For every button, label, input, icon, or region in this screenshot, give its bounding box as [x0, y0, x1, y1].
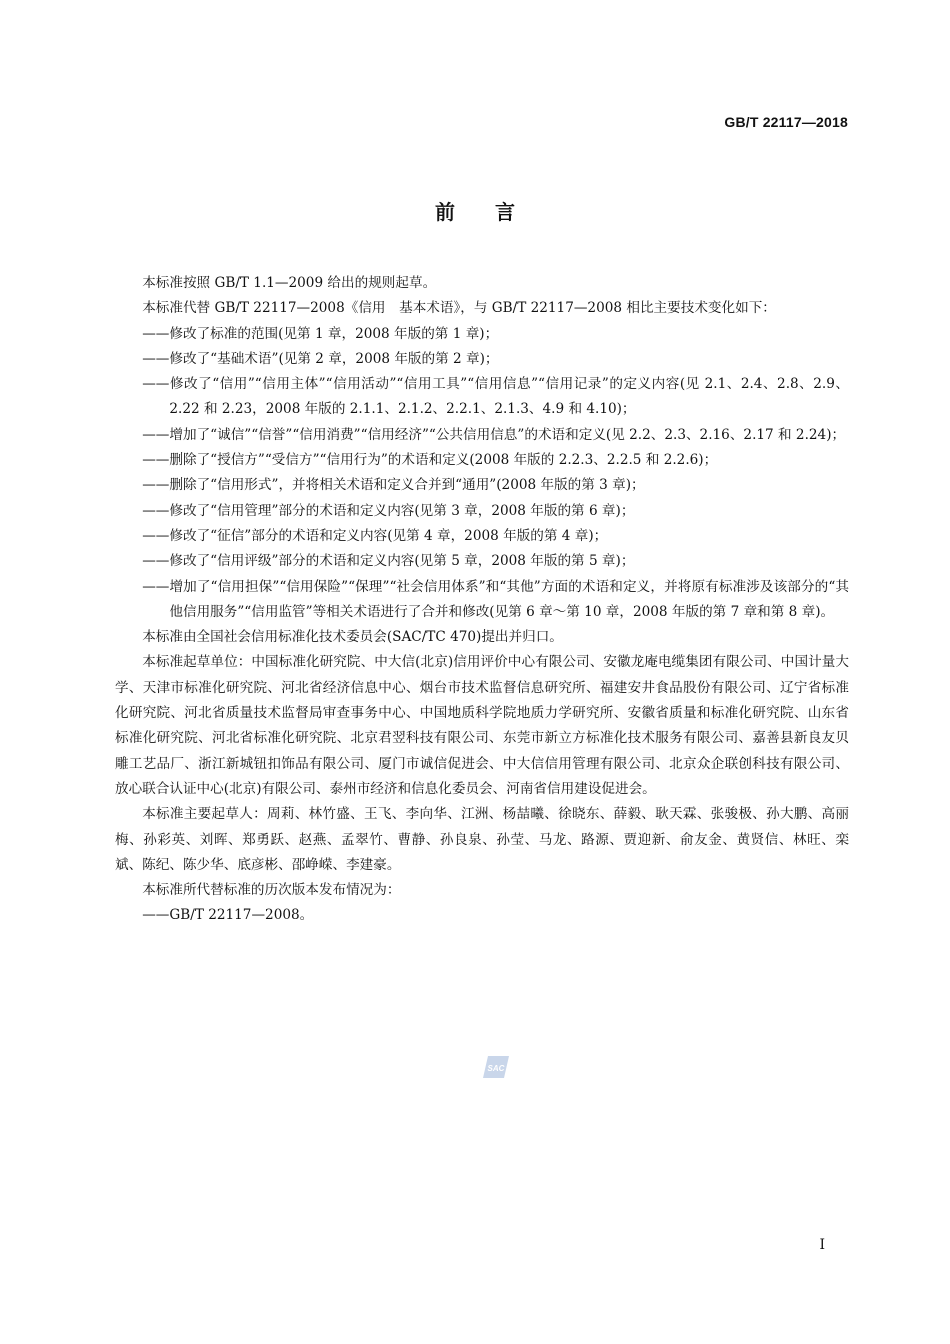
standard-code: GB/T 22117—2018	[724, 114, 848, 130]
page-number: I	[819, 1237, 825, 1253]
page-title: 前言	[435, 200, 555, 224]
list-item: ——修改了“信用”“信用主体”“信用活动”“信用工具”“信用信息”“信用记录”的定义内容(见 2.1、2.4、2.8、2.9、2.22 和 2.23，2008 年版的 2.1.1、2.1.2、2.2.1、2.1.3、4.9 和 4.10)；	[142, 376, 849, 418]
paragraph: 本标准按照 GB/T 1.1—2009 给出的规则起草。	[142, 275, 437, 291]
paragraph: 本标准代替 GB/T 22117—2008《信用 基本术语》，与 GB/T 22117—2008 相比主要技术变化如下：	[142, 300, 776, 317]
list-item: ——修改了“信用评级”部分的术语和定义内容(见第 5 章，2008 年版的第 5 章)；	[142, 553, 635, 570]
list-item: ——修改了“征信”部分的术语和定义内容(见第 4 章，2008 年版的第 4 章)；	[142, 527, 608, 544]
paragraph: 本标准起草单位：中国标准化研究院、中大信(北京)信用评价中心有限公司、安徽龙庵电缆集团有限公司、中国计量大学、天津市标准化研究院、河北省经济信息中心、烟台市技术监督信息研究所、福建安井食品股份有限公司、辽宁省标准化研究院、河北省质量技术监督局审查事务中心、中国地质科学院地质力学研究所、安徽省质量和标准化研究院、山东省标准化研究院、河北省标准化研究院、北京君翌科技有限公司、东莞市新立方标准化技术服务有限公司、嘉善县新良友贝雕工艺品厂、浙江新城钮扣饰品有限公司、厦门市诚信促进会、中大信信用管理有限公司、北京众企联创科技有限公司、放心联合认证中心(北京)有限公司、泰州市经济和信息化委员会、河南省信用建设促进会。	[115, 654, 849, 797]
list-item: ——修改了标准的范围(见第 1 章，2008 年版的第 1 章)；	[142, 325, 499, 342]
list-item: ——增加了“诚信”“信誉”“信用消费”“信用经济”“公共信用信息”的术语和定义(见 2.2、2.3、2.16、2.17 和 2.24)；	[142, 426, 846, 443]
document-body	[115, 271, 849, 929]
list-item: ——GB/T 22117—2008。	[142, 907, 314, 924]
list-item: ——修改了“基础术语”(见第 2 章，2008 年版的第 2 章)；	[142, 350, 499, 367]
sac-logo-icon	[482, 1055, 510, 1079]
list-item: ——修改了“信用管理”部分的术语和定义内容(见第 3 章，2008 年版的第 6 章)；	[142, 502, 635, 519]
paragraph: 本标准所代替标准的历次版本发布情况为：	[142, 882, 401, 899]
list-item: ——删除了“授信方”“受信方”“信用行为”的术语和定义(2008 年版的 2.2.3、2.2.5 和 2.2.6)；	[142, 452, 718, 469]
list-item: ——增加了“信用担保”“信用保险”“保理”“社会信用体系”和“其他”方面的术语和定义，并将原有标准涉及该部分的“其他信用服务”“信用监管”等相关术语进行了合并和修改(见第 6 章～第 10 章，2008 年版的第 7 章和第 8 章)。	[142, 578, 849, 620]
paragraph: 本标准由全国社会信用标准化技术委员会(SAC/TC 470)提出并归口。	[142, 629, 563, 646]
paragraph: 本标准主要起草人：周莉、林竹盛、王飞、李向华、江洲、杨喆曦、徐晓东、薛毅、耿天霖、张骏极、孙大鹏、高丽梅、孙彩英、刘晖、郑勇跃、赵燕、孟翠竹、曹静、孙良泉、孙莹、马龙、路源、贾迎新、俞友金、黄贤信、林旺、栾斌、陈纪、陈少华、底彦彬、邵峥嵘、李建豪。	[115, 806, 849, 873]
svg-text:SAC: SAC	[487, 1064, 505, 1073]
list-item: ——删除了“信用形式”，并将相关术语和定义合并到“通用”(2008 年版的第 3 章)；	[142, 477, 645, 494]
